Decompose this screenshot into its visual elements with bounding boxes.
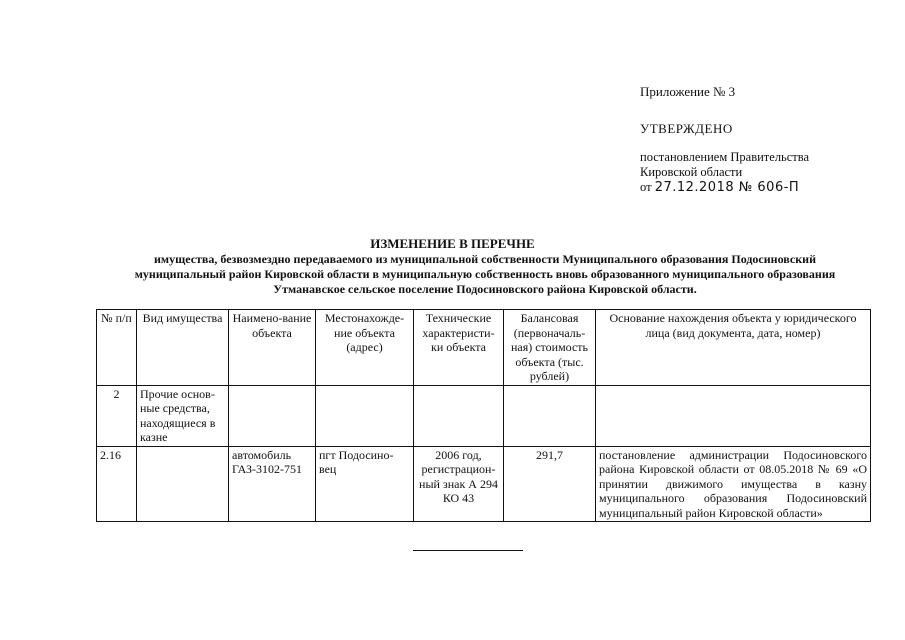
decree-line-1: постановлением Правительства — [640, 150, 810, 164]
cell-location: пгт Подосино-вец — [316, 446, 414, 522]
header-name: Наимено-вание объекта — [229, 310, 316, 386]
cell-name — [229, 385, 316, 446]
header-num: № п/п — [97, 310, 137, 386]
appendix-label: Приложение № 3 — [640, 84, 736, 99]
decree-line-3 — [640, 180, 809, 195]
decree-line-2: Кировской области — [640, 165, 743, 179]
approved-label: УТВЕРЖДЕНО — [640, 121, 733, 136]
cell-location — [316, 385, 414, 446]
cell-num: 2 — [97, 385, 137, 446]
cell-type: Прочие основ-ные средства, находящиеся в казне — [137, 385, 229, 446]
subtitle-line-1: имущества, безвозмездно передаваемого из муниципальной собственности Муниципального образования Подосиновский — [154, 252, 816, 266]
property-table — [96, 309, 871, 522]
closing-divider — [413, 550, 523, 551]
header-value: Балансовая (первоначаль-ная) стоимость объекта (тыс. рублей) — [504, 310, 596, 386]
header-location: Местонахожде-ние объекта (адрес) — [316, 310, 414, 386]
subtitle-line-3: Утманавское сельское поселение Подосиновского района Кировской области. — [273, 282, 697, 296]
subtitle-line-2: муниципальный район Кировской области в муниципальную собственность вновь образованного муниципального образования — [134, 267, 836, 281]
decree-reference — [640, 150, 809, 195]
cell-name: автомобиль ГАЗ-3102-751 — [229, 446, 316, 522]
table-row — [97, 385, 871, 446]
cell-basis — [596, 385, 871, 446]
document-title: ИЗМЕНЕНИЕ В ПЕРЕЧНЕ — [370, 236, 535, 251]
cell-basis: постановление администрации Подосиновского района Кировской области от 08.05.2018 № 69 «О принятии движимого имущества в казну муниципального образования Подосиновский муниципальный район Кировской области» — [596, 446, 871, 522]
cell-value — [504, 385, 596, 446]
cell-specs — [414, 385, 504, 446]
decree-handwritten-date-number: 27.12.2018 № 606-П — [654, 180, 800, 195]
cell-specs: 2006 год, регистрацион-ный знак А 294 КО 43 — [414, 446, 504, 522]
cell-value: 291,7 — [504, 446, 596, 522]
document-subtitle — [105, 252, 865, 297]
header-type: Вид имущества — [137, 310, 229, 386]
decree-prefix: от — [640, 180, 652, 194]
cell-num: 2.16 — [97, 446, 137, 522]
cell-type — [137, 446, 229, 522]
header-specs: Технические характеристи-ки объекта — [414, 310, 504, 386]
header-basis: Основание нахождения объекта у юридического лица (вид документа, дата, номер) — [596, 310, 871, 386]
table-header-row — [97, 310, 871, 386]
table-row — [97, 446, 871, 522]
